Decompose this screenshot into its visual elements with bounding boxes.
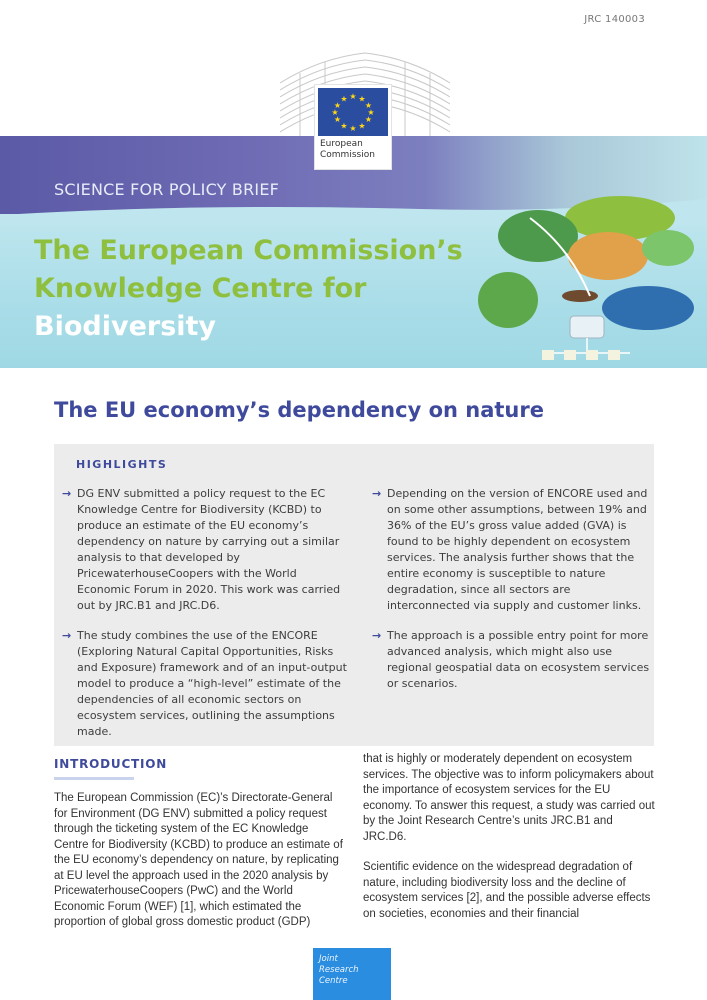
jrc-logo-text: Joint Research Centre — [319, 954, 359, 986]
svg-text:★: ★ — [364, 115, 373, 124]
svg-text:★: ★ — [331, 108, 339, 117]
svg-text:★: ★ — [358, 94, 366, 104]
page-heading: The EU economy’s dependency on nature — [54, 398, 544, 422]
svg-text:★: ★ — [358, 121, 366, 131]
arrow-icon: → — [62, 629, 72, 642]
brief-title: The European Commission’s Knowledge Centre for Biodiversity — [34, 235, 463, 342]
highlight-item: → The study combines the use of the ENCORE (Exploring Natural Capital Opportunities, Risks and Exposure) framework and of an input-output model to produce a “high-level” estimate of the dependencies of all economic sectors on ecosystem services, outlining the assumptions made. — [62, 629, 347, 738]
highlights-title: HIGHLIGHTS — [76, 458, 168, 471]
highlight-item: → Depending on the version of ENCORE used and on some other assumptions, between 19% and 36% of the EU’s gross value added (GVA) is found to be highly dependent on ecosystem services. The analysis further shows that the entire economy is susceptible to nature degradation, since all sectors are interconnected via supply and customer links. — [372, 487, 648, 612]
section-divider — [54, 777, 134, 780]
highlights-column-right — [372, 486, 654, 706]
svg-text:★: ★ — [367, 108, 375, 117]
svg-text:★: ★ — [340, 94, 348, 104]
european-commission-logo — [314, 84, 392, 170]
paragraph: Scientific evidence on the widespread degradation of nature, including biodiversity loss and the decline of ecosystem services [2], and the possible adverse effects on societies, economies and their financial — [363, 861, 651, 920]
ecosystem-illustration — [470, 188, 700, 368]
paragraph: The European Commission (EC)’s Directorate-General for Environment (DG ENV) submitted a policy request through the ticketing system of the EC Knowledge Centre for Biodiversity (KCBD) to produce an estimate of the EU economy’s dependency on nature, by replicating at EU level the approach used in the 2020 analysis by PricewaterhouseCoopers (PwC) and the World Economic Forum (WEF) [1], which estimated the proportion of global gross domestic product (GDP) — [54, 792, 343, 928]
document-id: JRC 140003 — [584, 14, 645, 25]
body-column-left — [54, 791, 344, 946]
jrc-logo — [313, 948, 391, 1000]
body-column-right — [363, 752, 658, 937]
svg-text:★: ★ — [364, 101, 373, 110]
svg-text:★: ★ — [340, 121, 348, 131]
highlights-column-left — [62, 486, 350, 754]
highlight-item: → The approach is a possible entry point for more advanced analysis, which might also use regional geospatial data on ecosystem services or scenarios. — [372, 629, 650, 690]
paragraph: that is highly or moderately dependent on ecosystem services. The objective was to inform policymakers about the importance of ecosystem services for the EU economy. To answer this request, a study was carried out by the Joint Research Centre’s units JRC.B1 and JRC.D6. — [363, 753, 655, 843]
eu-flag-icon — [318, 88, 388, 136]
arrow-icon: → — [372, 487, 382, 500]
introduction-heading: INTRODUCTION — [54, 757, 168, 771]
series-label: SCIENCE FOR POLICY BRIEF — [54, 180, 280, 199]
arrow-icon: → — [62, 487, 72, 500]
logo-name: European Commission — [320, 139, 375, 160]
arrow-icon: → — [372, 629, 382, 642]
svg-text:★: ★ — [349, 124, 357, 133]
svg-text:★: ★ — [349, 92, 357, 101]
svg-text:★: ★ — [333, 115, 342, 124]
svg-text:★: ★ — [333, 101, 342, 110]
highlight-item: → DG ENV submitted a policy request to the EC Knowledge Centre for Biodiversity (KCBD) to produce an estimate of the EU economy’s dependency on nature by carrying out a similar analysis to that developed by PricewaterhouseCoopers with the World Economic Forum in 2020. This work was carried out by JRC.B1 and JRC.D6. — [62, 487, 341, 612]
